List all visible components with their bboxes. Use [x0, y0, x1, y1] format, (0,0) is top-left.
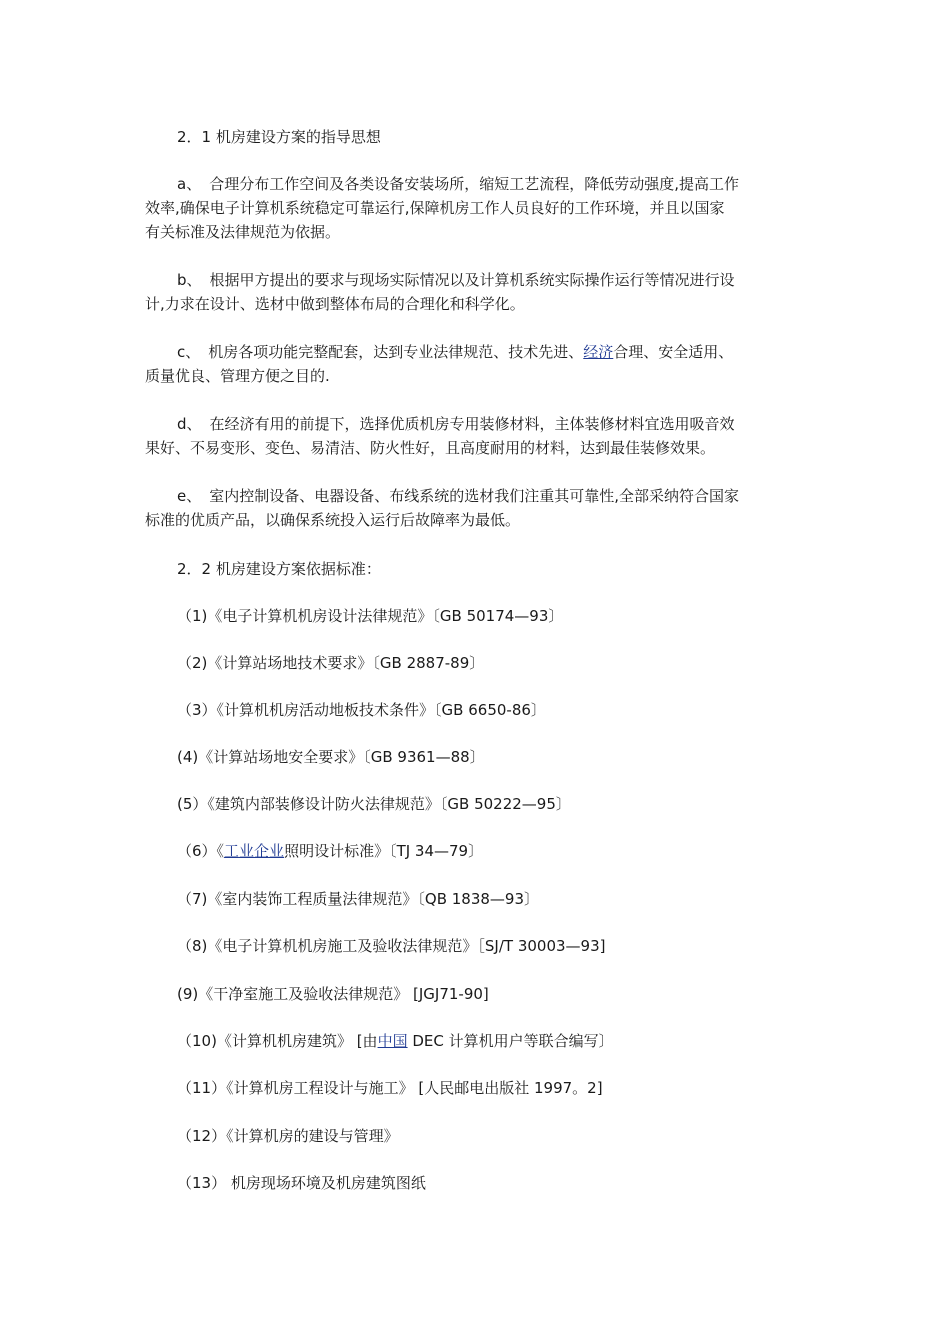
para-d-marker: d、 — [177, 415, 202, 433]
para-c-marker: c、 — [177, 343, 201, 361]
para-e-marker: e、 — [177, 487, 202, 505]
industrial-enterprise-link[interactable]: 工业企业 — [224, 842, 285, 860]
para-c-text-pre: 机房各项功能完整配套，达到专业法律规范、技术先进、 — [208, 343, 584, 361]
para-d-line-2: 果好、不易变形、变色、易清洁、防火性好，且高度耐用的材料，达到最佳装修效果。 — [145, 439, 716, 457]
standard-item-1: （1)《电子计算机机房设计法律规范》〔GB 50174—93〕 — [177, 607, 564, 625]
para-e-text-1: 室内控制设备、电器设备、布线系统的选材我们注重其可靠性,全部采纳符合国家 — [209, 487, 740, 505]
para-d-text-1: 在经济有用的前提下，选择优质机房专用装修材料，主体装修材料宜选用吸音效 — [209, 415, 735, 433]
para-d-line-1 — [177, 412, 735, 436]
standard-item-8: （8)《电子计算机机房施工及验收法律规范》［SJ/T 30003—93] — [177, 937, 606, 955]
standard-item-6-pre: （6）《 — [177, 842, 225, 860]
para-b-text-1: 根据甲方提出的要求与现场实际情况以及计算机系统实际操作运行等情况进行设 — [209, 271, 735, 289]
para-b-line-1 — [177, 268, 735, 292]
standard-item-2: （2)《计算站场地技术要求》〔GB 2887-89〕 — [177, 654, 485, 672]
para-e-line-2: 标准的优质产品，以确保系统投入运行后故障率为最低。 — [145, 511, 521, 529]
para-e-line-1 — [177, 484, 739, 508]
economy-link[interactable]: 经济 — [583, 343, 614, 361]
standard-item-13: （13） 机房现场环境及机房建筑图纸 — [177, 1174, 426, 1192]
standard-item-5: (5）《建筑内部装修设计防火法律规范》〔GB 50222—95〕 — [177, 795, 571, 813]
standard-item-6 — [177, 839, 483, 863]
para-c-line-1 — [177, 340, 733, 364]
para-a-text-1: 合理分布工作空间及各类设备安装场所，缩短工艺流程，降低劳动强度,提高工作 — [209, 175, 739, 193]
para-a-line-3: 有关标准及法律规范为依据。 — [145, 223, 341, 241]
para-a-line-1 — [177, 172, 739, 196]
standard-item-10-pre: （10)《计算机机房建筑》 [由 — [177, 1032, 378, 1050]
standard-item-10-post: DEC 计算机用户等联合编写〕 — [407, 1032, 614, 1050]
section-2-2-heading: 2．2 机房建设方案依据标准： — [177, 560, 381, 578]
para-b-marker: b、 — [177, 271, 202, 289]
standard-item-10 — [177, 1029, 614, 1053]
standard-item-11: （11）《计算机房工程设计与施工》 [人民邮电出版社 1997。2] — [177, 1079, 603, 1097]
standard-item-6-post: 照明设计标准》〔TJ 34—79〕 — [284, 842, 484, 860]
para-c-line-2: 质量优良、管理方便之目的. — [145, 367, 330, 385]
standard-item-7: （7)《室内装饰工程质量法律规范》〔QB 1838—93〕 — [177, 890, 540, 908]
para-b-line-2: 计,力求在设计、选材中做到整体布局的合理化和科学化。 — [145, 295, 525, 313]
china-link[interactable]: 中国 — [377, 1032, 408, 1050]
para-c-text-post: 合理、安全适用、 — [613, 343, 734, 361]
standard-item-3: （3）《计算机机房活动地板技术条件》〔GB 6650-86〕 — [177, 701, 546, 719]
para-a-line-2: 效率,确保电子计算机系统稳定可靠运行,保障机房工作人员良好的工作环境，并且以国家 — [145, 199, 725, 217]
para-a-marker: a、 — [177, 175, 202, 193]
standard-item-12: （12）《计算机房的建设与管理》 — [177, 1127, 399, 1145]
section-2-1-heading: 2．1 机房建设方案的指导思想 — [177, 128, 381, 146]
standard-item-9: (9)《干净室施工及验收法律规范》 [JGJ71-90] — [177, 985, 489, 1003]
standard-item-4: (4)《计算站场地安全要求》〔GB 9361—88〕 — [177, 748, 485, 766]
